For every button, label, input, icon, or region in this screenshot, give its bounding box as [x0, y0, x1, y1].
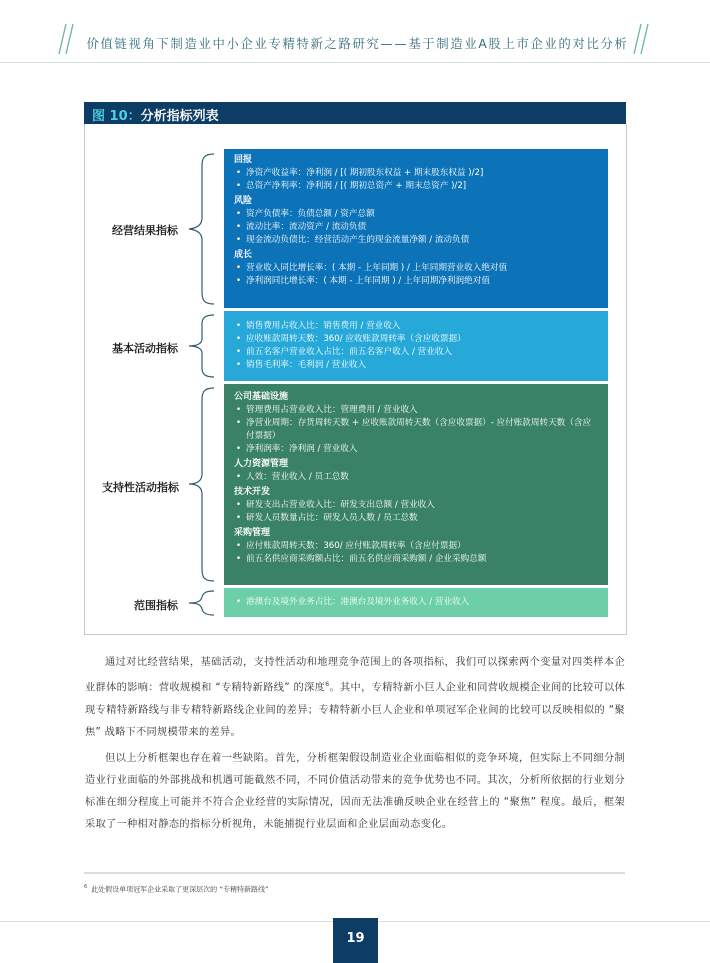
indicator-item: • 净资产收益率：净利润 / [( 期初股东权益 + 期末股东权益 )/2] — [234, 167, 598, 180]
group-heading: 采购管理 — [234, 528, 271, 538]
group-heading: 风险 — [234, 196, 253, 206]
header-rule — [0, 62, 710, 63]
indicator-item: • 现金流动负债比：经营活动产生的现金流量净额 / 流动负债 — [234, 234, 598, 247]
figure-label: 图 10： — [92, 109, 141, 124]
curly-bracket-icon — [186, 589, 220, 617]
indicator-item: • 总资产净利率：净利润 / [( 期初总资产 + 期末总资产 )/2] — [234, 180, 598, 193]
indicator-item: • 流动比率：流动资产 / 流动负债 — [234, 221, 598, 234]
page-number-box — [333, 918, 378, 963]
curly-bracket-icon — [186, 313, 220, 379]
indicator-item: • 研发人员数量占比：研发人员人数 / 员工总数 — [234, 512, 598, 525]
indicator-item: • 资产负债率：负债总额 / 资产总额 — [234, 208, 598, 221]
paragraph: 但以上分析框架也存在着一些缺陷。首先，分析框架假设制造业企业面临相似的竞争环境，但实际上不同细分制造业行业面临的外部挑战和机遇可能截然不同，不同价值活动带来的竞争优势也不同。其次，分析所依据的行业划分标准在细分程度上可能并不符合企业经营的实际情况，因而无法准确反映企业在经营上的 “聚焦” 程度。最后，框架采取了一种相对静态的指标分析视角，未能捕捉行业层面和企业层面动态变化。 — [85, 752, 625, 831]
indicator-item: • 销售费用占收入比：销售费用 / 营业收入 — [234, 320, 598, 333]
group-heading: 人力资源管理 — [234, 459, 289, 469]
indicator-item: • 研发支出占营业收入比：研发支出总额 / 营业收入 — [234, 499, 598, 512]
footnote-rule — [84, 872, 625, 874]
page-header — [0, 0, 710, 64]
figure-caption — [92, 105, 219, 124]
category-label-primary-activities: 基本活动指标 — [112, 342, 178, 355]
indicator-item: • 港澳台及境外业务占比：港澳台及境外业务收入 / 营业收入 — [234, 596, 598, 609]
indicator-box-primary-activities — [224, 311, 608, 381]
footnote-text: 此处假设单项冠军企业采取了更深层次的 “专精特新路线” — [91, 885, 269, 894]
footnote — [84, 884, 269, 894]
figure-title-bar — [84, 102, 626, 124]
indicator-box-operating-results — [224, 149, 608, 308]
footnote-reference: 6 — [325, 681, 330, 689]
indicator-item: • 管理费用占营业收入比：管理费用 / 营业收入 — [234, 404, 598, 417]
group-heading: 技术开发 — [234, 487, 271, 497]
indicator-item: • 前五名客户营业收入占比：前五名客户收入 / 营业收入 — [234, 346, 598, 359]
page-number: 19 — [346, 931, 365, 946]
curly-bracket-icon — [186, 152, 220, 306]
paragraph — [85, 652, 625, 745]
indicator-box-scope — [224, 588, 608, 617]
group-heading: 成长 — [234, 250, 253, 260]
group-heading: 回报 — [234, 155, 253, 165]
paragraph-text: 通过对比经营结果，基础活动，支持性活动和地理竞争范围上的各项指标，我们可以探索两个变量对四类样本企业群体的影响：营收规模和 “专精特新路线” 的深度 — [85, 657, 625, 694]
indicator-item: • 人效：营业收入 / 员工总数 — [234, 471, 598, 484]
indicator-item: • 净利润同比增长率：( 本期 - 上年同期 ) / 上年同期净利润绝对值 — [234, 275, 598, 288]
indicator-item: • 前五名供应商采购额占比：前五名供应商采购额 / 企业采购总额 — [234, 553, 598, 566]
slash-decoration-icon — [632, 22, 654, 56]
indicator-item: • 营业收入同比增长率：( 本期 - 上年同期 ) / 上年同期营业收入绝对值 — [234, 262, 598, 275]
indicator-box-support-activities — [224, 384, 608, 585]
indicator-item: • 销售毛利率：毛利润 / 营业收入 — [234, 359, 598, 372]
indicator-item: • 净营业周期：存货周转天数 + 应收账款周转天数（含应收票据）- 应付账款周转天数（含应付票据） — [234, 417, 598, 443]
running-title: 价值链视角下制造业中小企业专精特新之路研究——基于制造业A股上市企业的对比分析 — [86, 37, 629, 51]
footnote-mark: 6 — [84, 884, 88, 890]
curly-bracket-icon — [186, 386, 220, 583]
group-heading: 公司基础设施 — [234, 392, 289, 402]
figure-title: 分析指标列表 — [140, 109, 219, 124]
indicator-item: • 净利润率：净利润 / 营业收入 — [234, 443, 598, 456]
category-label-operating-results: 经营结果指标 — [112, 224, 178, 237]
indicator-item: • 应付账款周转天数：360/ 应付账款周转率（含应付票据） — [234, 540, 598, 553]
body-text — [85, 652, 625, 837]
category-label-scope: 范围指标 — [134, 599, 178, 612]
paragraph-text: 。其中，专精特新小巨人企业和同营收规模企业间的比较可以体现专精特新路线与非专精特新路线企业间的差异；专精特新小巨人企业和单项冠军企业间的比较可以反映相似的 “聚焦” 战略下不同规模带来的差异。 — [85, 682, 625, 739]
indicator-item: • 应收账款周转天数：360/ 应收账款周转率（含应收票据） — [234, 333, 598, 346]
category-label-support-activities: 支持性活动指标 — [102, 481, 179, 494]
slash-decoration-icon — [57, 22, 79, 56]
